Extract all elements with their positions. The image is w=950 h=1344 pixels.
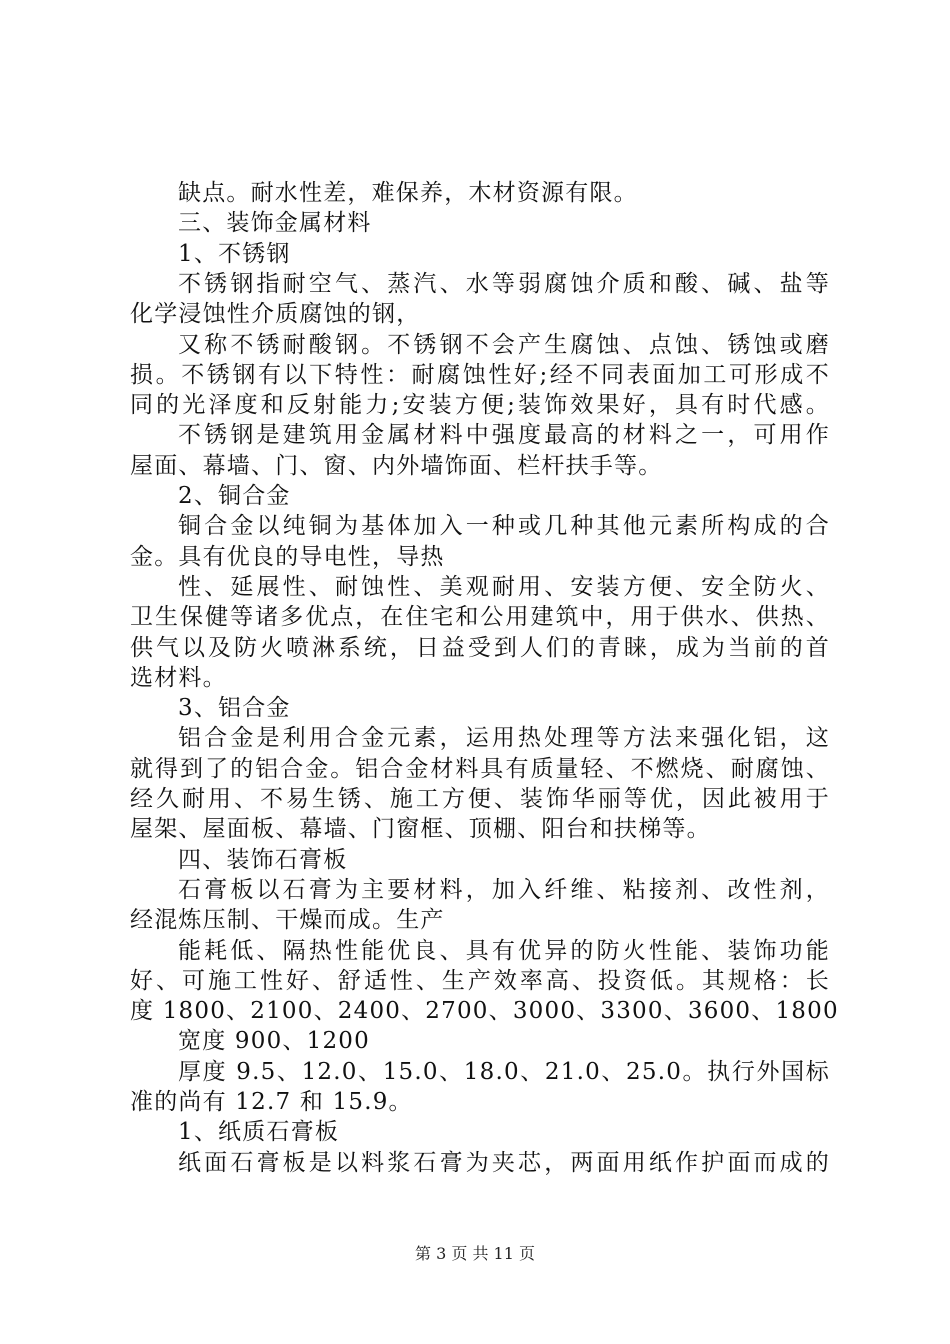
text-line: 能耗低、隔热性能优良、具有优异的防火性能、装饰功能	[178, 937, 830, 964]
text-line: 选材料。	[130, 664, 227, 691]
text-line: 就得到了的铝合金。铝合金材料具有质量轻、不燃烧、耐腐蚀、	[130, 755, 830, 782]
text-line: 三、装饰金属材料	[178, 210, 372, 237]
text-line: 准的尚有 12.7 和 15.9。	[130, 1089, 413, 1115]
text-line: 不锈钢指耐空气、蒸汽、水等弱腐蚀介质和酸、碱、盐等	[178, 270, 830, 297]
text-line: 损。不锈钢有以下特性：耐腐蚀性好;经不同表面加工可形成不	[130, 361, 830, 388]
text-line: 厚度 9.5、12.0、15.0、18.0、21.0、25.0。执行外国标	[178, 1058, 830, 1085]
text-line: 供气以及防火喷淋系统，日益受到人们的青睐，成为当前的首	[130, 634, 830, 661]
text-line: 性、延展性、耐蚀性、美观耐用、安装方便、安全防火、	[178, 573, 830, 600]
text-line: 1、不锈钢	[178, 240, 291, 267]
text-line: 1、纸质石膏板	[178, 1119, 340, 1146]
text-line: 宽度 900、1200	[178, 1028, 370, 1055]
text-line: 经混炼压制、干燥而成。生产	[130, 907, 445, 934]
text-line: 石膏板以石膏为主要材料，加入纤维、粘接剂、改性剂，	[178, 876, 830, 903]
text-line: 铝合金是利用合金元素，运用热处理等方法来强化铝，这	[178, 725, 830, 752]
text-line: 纸面石膏板是以料浆石膏为夹芯，两面用纸作护面而成的	[178, 1149, 830, 1176]
text-line: 又称不锈耐酸钢。不锈钢不会产生腐蚀、点蚀、锈蚀或磨	[178, 331, 830, 358]
text-line: 屋面、幕墙、门、窗、内外墙饰面、栏杆扶手等。	[130, 452, 663, 479]
text-line: 好、可施工性好、舒适性、生产效率高、投资低。其规格：长	[130, 967, 830, 994]
text-line: 卫生保健等诸多优点，在住宅和公用建筑中，用于供水、供热、	[130, 604, 830, 631]
text-line: 不锈钢是建筑用金属材料中强度最高的材料之一，可用作	[178, 422, 830, 449]
text-line: 度 1800、2100、2400、2700、3000、3300、3600、1800	[130, 998, 839, 1025]
text-line: 缺点。耐水性差，难保养，木材资源有限。	[178, 180, 638, 206]
text-line: 铜合金以纯铜为基体加入一种或几种其他元素所构成的合	[178, 513, 830, 540]
text-line: 化学浸蚀性介质腐蚀的钢，	[130, 301, 421, 328]
text-line: 3、铝合金	[178, 695, 291, 722]
text-line: 经久耐用、不易生锈、施工方便、装饰华丽等优，因此被用于	[130, 786, 830, 812]
text-line: 屋架、屋面板、幕墙、门窗框、顶棚、阳台和扶梯等。	[130, 816, 711, 843]
text-line: 四、装饰石膏板	[178, 846, 348, 873]
text-line: 2、铜合金	[178, 483, 291, 509]
text-line: 同的光泽度和反射能力;安装方便;装饰效果好，具有时代感。	[130, 392, 830, 419]
text-line: 金。具有优良的导电性，导热	[130, 543, 445, 570]
page-footer: 第 3 页 共 11 页	[415, 1244, 535, 1263]
